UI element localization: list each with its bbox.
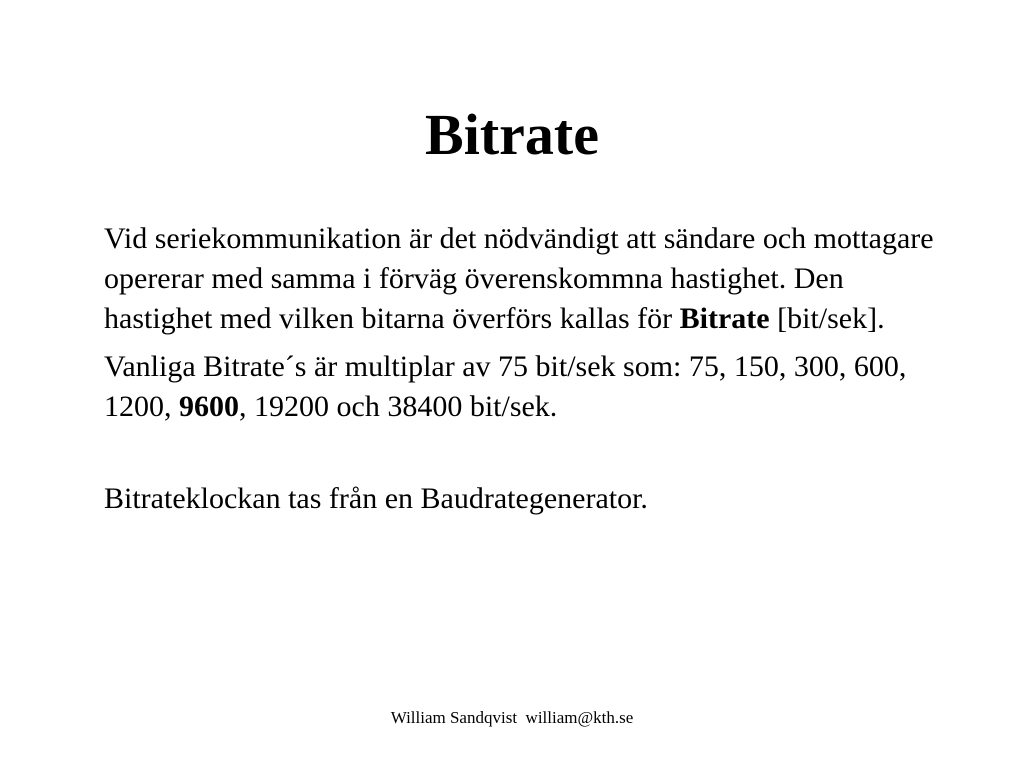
bitrate-term: Bitrate (679, 302, 770, 335)
paragraph1-text-after: [bit/sek]. (769, 302, 885, 335)
paragraph-common-bitrates (104, 347, 934, 427)
bitrate-9600-value: 9600 (179, 390, 239, 423)
slide-body (104, 219, 934, 519)
footer-email: william@kth.se (525, 708, 634, 727)
slide-title: Bitrate (425, 102, 599, 167)
footer-author: William Sandqvist (390, 708, 518, 727)
paragraph2-text-before: Vanliga Bitrate´s är multiplar av 75 bit/sek som: 75, 150, 300, 600, 1200, (104, 350, 907, 423)
paragraph2-text-after: , 19200 och 38400 bit/sek. (239, 390, 558, 423)
slide-footer (0, 707, 1024, 729)
paragraph1-text-before: Vid seriekommunikation är det nödvändigt att sändare och mottagare opererar med samma i förväg överenskommna hastighet. Den hastighet med vilken bitarna överförs kallas för (104, 222, 934, 335)
paragraph-serial-communication (104, 219, 934, 339)
paragraph-bitrate-clock: Bitrateklockan tas från en Baudrategenerator. (104, 482, 648, 515)
